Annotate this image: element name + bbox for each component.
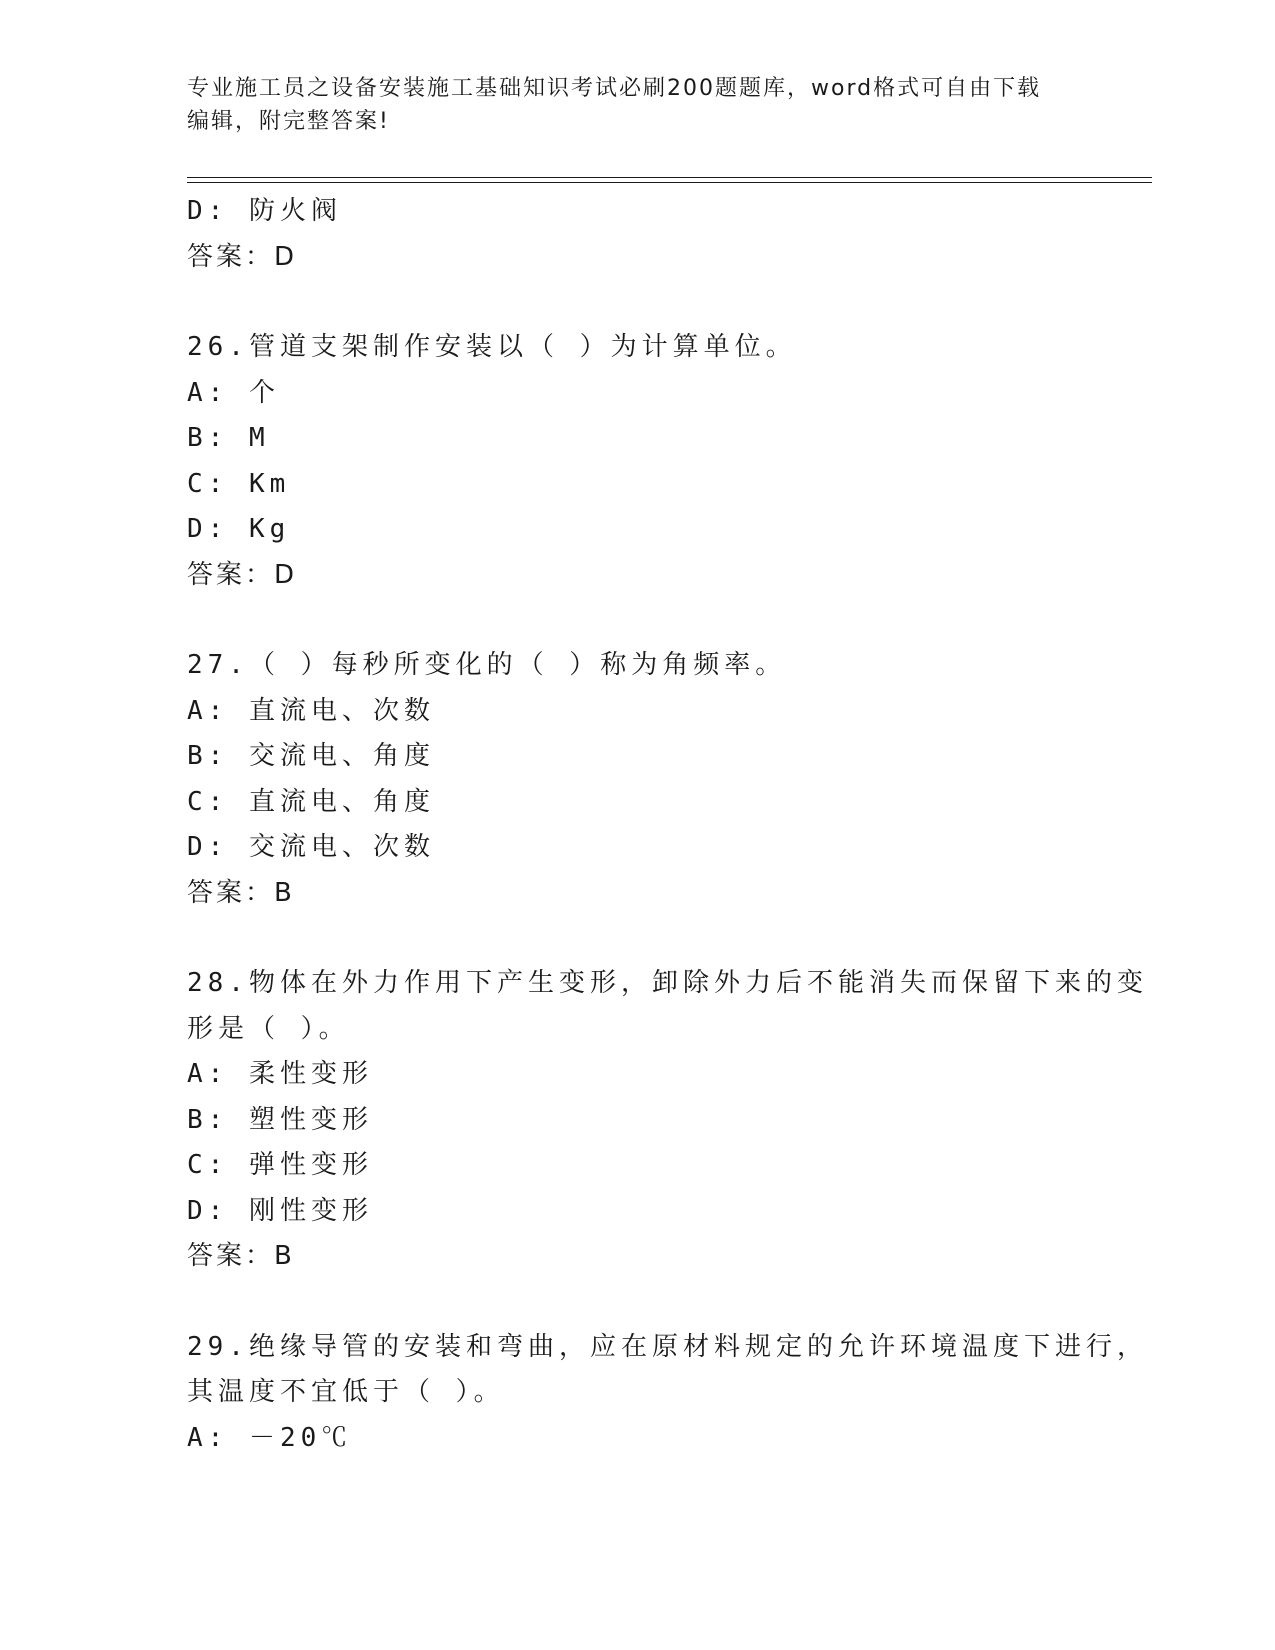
option-b: B: 交流电、角度 [187, 741, 435, 771]
answer-line: 答案：B [187, 877, 295, 908]
header-divider-bottom [187, 182, 1152, 183]
option-c: C: 直流电、角度 [187, 786, 435, 817]
option-c: C: Km [187, 468, 291, 499]
header-line-2: 编辑，附完整答案! [187, 109, 390, 134]
question-text-line-1: 28.物体在外力作用下产生变形，卸除外力后不能消失而保留下来的变 [187, 968, 1148, 998]
question-list [187, 189, 1148, 1461]
option-a: A: 柔性变形 [187, 1059, 373, 1089]
question-text-line-2: 其温度不宜低于（ ）。 [187, 1377, 505, 1407]
question-27 [187, 643, 1107, 916]
header-divider-top [187, 177, 1152, 178]
previous-question-tail [187, 189, 1107, 280]
option-a: A: 直流电、次数 [187, 695, 435, 726]
document-header [187, 72, 1067, 138]
option-c: C: 弹性变形 [187, 1150, 373, 1180]
option-d: D: Kg [187, 514, 291, 544]
question-text: 26.管道支架制作安装以（ ）为计算单位。 [187, 332, 797, 362]
question-text-line-2: 形是（ ）。 [187, 1013, 350, 1044]
question-29 [187, 1325, 1148, 1462]
option-b: B: M [187, 423, 270, 453]
question-text-line-1: 29.绝缘导管的安装和弯曲，应在原材料规定的允许环境温度下进行， [187, 1331, 1148, 1362]
option-b: B: 塑性变形 [187, 1104, 373, 1135]
header-line-1: 专业施工员之设备安装施工基础知识考试必刷200题题库，word格式可自由下载 [187, 76, 1042, 101]
option-d: D: 刚性变形 [187, 1195, 373, 1226]
question-26 [187, 325, 1107, 598]
option-d: D: 交流电、次数 [187, 832, 435, 862]
answer-line: 答案：B [187, 1241, 295, 1271]
option-d: D: 防火阀 [187, 196, 342, 226]
option-a: A: 个 [187, 377, 280, 408]
answer-line: 答案：D [187, 559, 298, 590]
answer-line: 答案：D [187, 241, 298, 272]
option-a: A: －20℃ [187, 1422, 353, 1453]
question-28 [187, 961, 1148, 1280]
question-text: 27.（ ）每秒所变化的（ ）称为角频率。 [187, 650, 787, 680]
